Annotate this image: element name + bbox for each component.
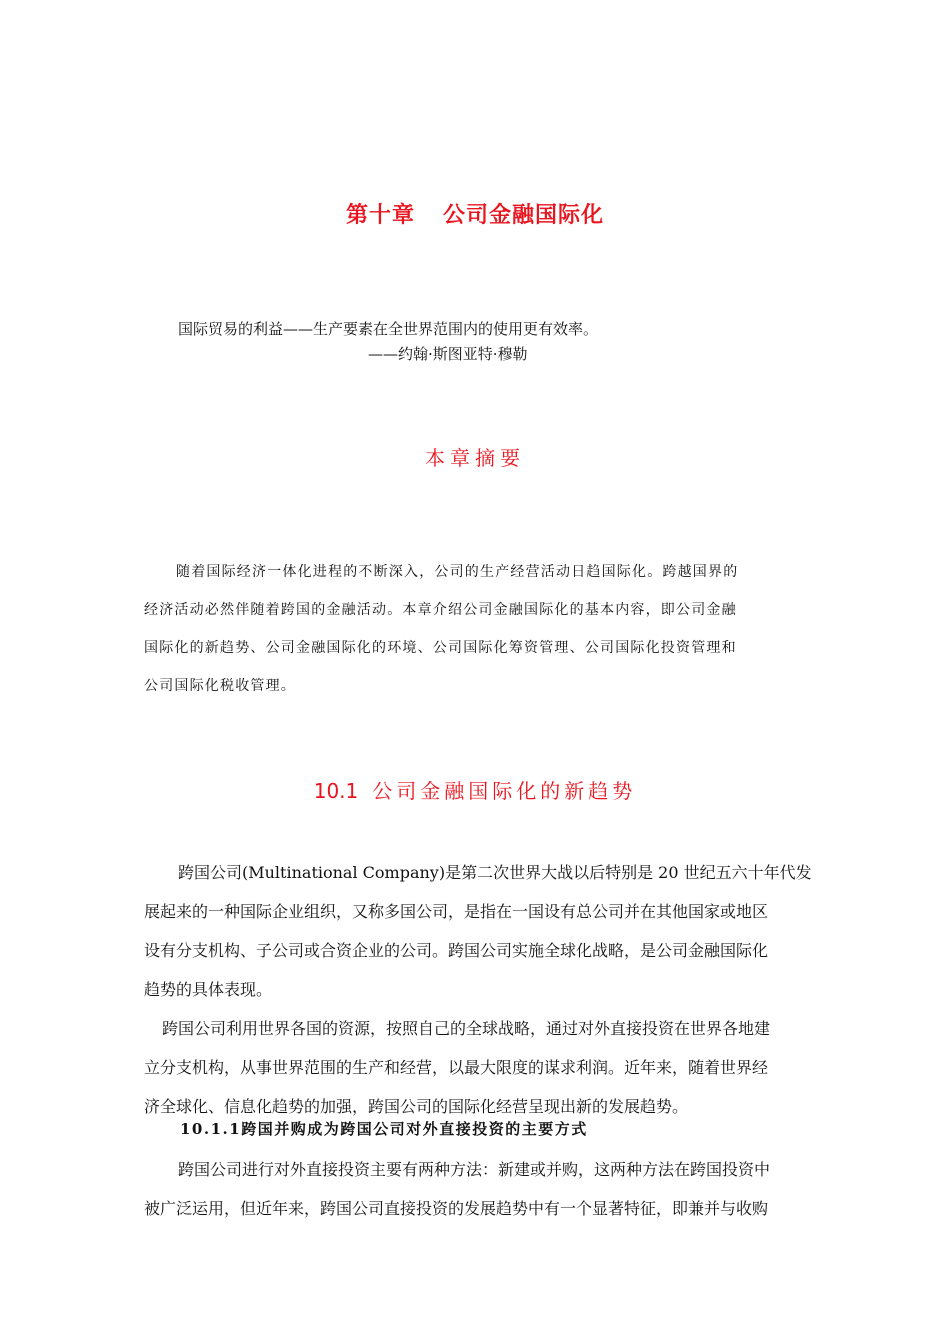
paragraph [144, 853, 810, 1009]
subsection-heading [180, 1118, 588, 1139]
subsection-title: 跨国并购成为跨国公司对外直接投资的主要方式 [241, 1120, 588, 1138]
paragraph-line: 被广泛运用，但近年来，跨国公司直接投资的发展趋势中有一个显著特征，即兼并与收购 [144, 1199, 769, 1218]
paragraph-line: 跨国公司进行对外直接投资主要有两种方法：新建或并购，这两种方法在跨国投资中 [178, 1160, 771, 1179]
summary-line: 经济活动必然伴随着跨国的金融活动。本章介绍公司金融国际化的基本内容，即公司金融 [144, 602, 737, 618]
epigraph-author: ——约翰·斯图亚特·穆勒 [368, 345, 528, 363]
paragraph-line: 展起来的一种国际企业组织，又称多国公司，是指在一国设有总公司并在其他国家或地区 [144, 902, 769, 921]
section-title: 公司金融国际化的新趋势 [372, 779, 637, 803]
summary-heading: 本章摘要 [425, 446, 525, 470]
paragraph [144, 1009, 810, 1126]
chapter-name: 公司金融国际化 [443, 203, 605, 228]
summary-line: 公司国际化税收管理。 [144, 678, 296, 694]
section-number: 10.1 [313, 779, 359, 803]
paragraph-line: 跨国公司(Multinational Company)是第二次世界大战以后特别是 20 世纪五六十年代发 [178, 863, 812, 882]
epigraph-quote: 国际贸易的利益——生产要素在全世界范围内的使用更有效率。 [178, 320, 599, 338]
section-heading [0, 775, 950, 804]
paragraph-line: 设有分支机构、子公司或合资企业的公司。跨国公司实施全球化战略，是公司金融国际化 [144, 941, 769, 960]
summary-line: 随着国际经济一体化进程的不断深入，公司的生产经营活动日趋国际化。跨越国界的 [176, 564, 739, 580]
subsection-number: 10.1.1 [180, 1120, 242, 1138]
paragraph-line: 济全球化、信息化趋势的加强，跨国公司的国际化经营呈现出新的发展趋势。 [144, 1097, 689, 1116]
summary-paragraph [144, 553, 810, 705]
paragraph-line: 立分支机构，从事世界范围的生产和经营，以最大限度的谋求利润。近年来，随着世界经 [144, 1058, 769, 1077]
paragraph-line: 趋势的具体表现。 [144, 980, 273, 999]
chapter-title [0, 198, 950, 229]
chapter-number: 第十章 [345, 203, 415, 228]
paragraph [144, 1150, 810, 1228]
summary-line: 国际化的新趋势、公司金融国际化的环境、公司国际化筹资管理、公司国际化投资管理和 [144, 640, 737, 656]
paragraph-line: 跨国公司利用世界各国的资源，按照自己的全球战略，通过对外直接投资在世界各地建 [162, 1019, 771, 1038]
